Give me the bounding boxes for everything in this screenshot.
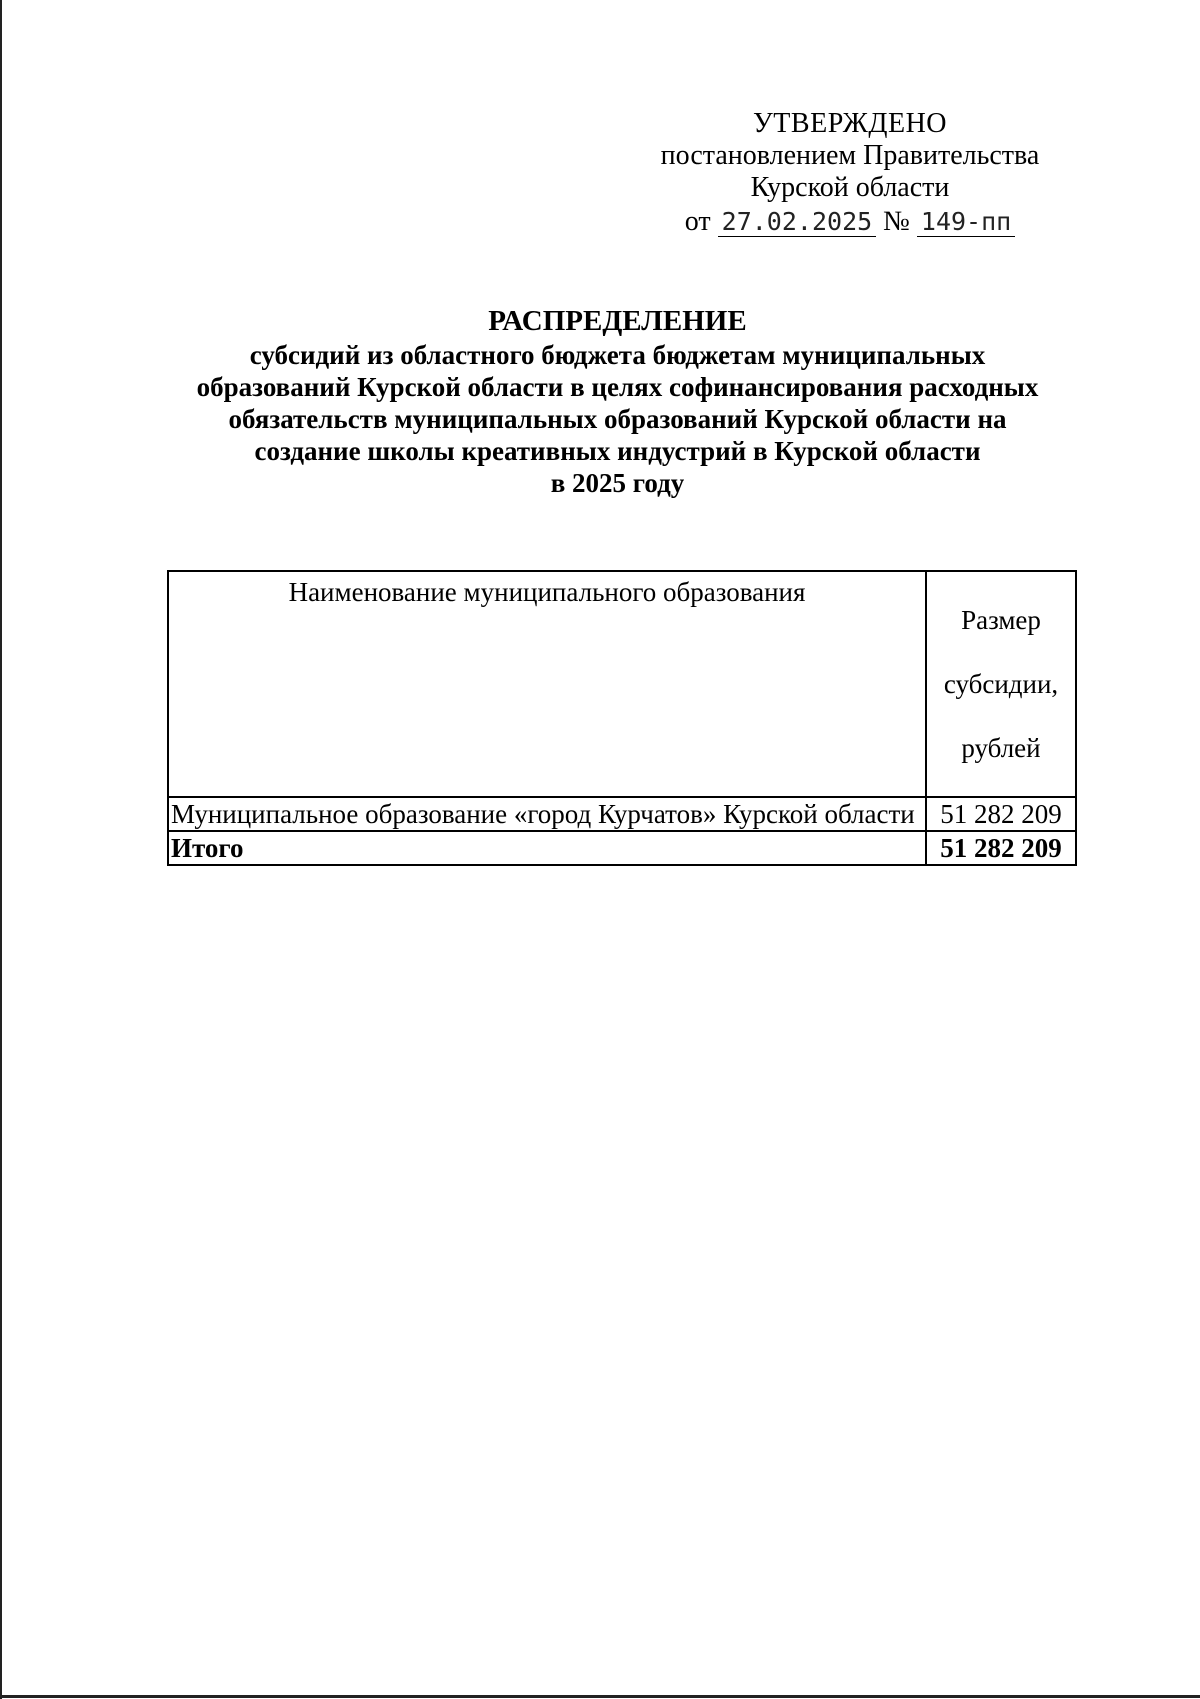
- scan-edge: [0, 0, 2, 1699]
- approval-line: Курской области: [750, 172, 950, 203]
- total-amount: 51 282 209: [926, 831, 1076, 865]
- table-row: [168, 797, 1076, 831]
- total-label: Итого: [168, 831, 926, 865]
- approval-title: УТВЕРЖДЕНО: [752, 108, 948, 139]
- scan-edge: [0, 1695, 1200, 1698]
- document-heading: [150, 305, 1085, 499]
- subtitle-line: обязательств муниципальных образований Курской области на: [228, 404, 1007, 434]
- total-row: [168, 831, 1076, 865]
- document-title: РАСПРЕДЕЛЕНИЕ: [488, 305, 747, 337]
- approval-stamp: [640, 108, 1060, 238]
- date-prefix: от: [684, 206, 711, 237]
- number-prefix: №: [883, 206, 910, 237]
- header-line: рублей: [961, 733, 1041, 763]
- municipality-name: Муниципальное образование «город Курчатов» Курской области: [168, 797, 926, 831]
- subsidy-amount: 51 282 209: [926, 797, 1076, 831]
- header-line: субсидии,: [943, 669, 1059, 699]
- subtitle-line: образований Курской области в целях софинансирования расходных: [196, 372, 1039, 402]
- approval-date: 27.02.2025: [718, 207, 877, 237]
- table-header-row: [168, 571, 1076, 797]
- approval-date-line: [640, 206, 1060, 238]
- column-header-amount: [926, 571, 1076, 797]
- subsidy-table: [167, 570, 1077, 866]
- document-subtitle: [150, 339, 1085, 499]
- subtitle-line: субсидий из областного бюджета бюджетам муниципальных: [249, 340, 986, 370]
- subtitle-line: создание школы креативных индустрий в Курской области: [254, 436, 981, 466]
- header-line: Размер: [961, 605, 1041, 635]
- column-header-name: Наименование муниципального образования: [168, 571, 926, 797]
- approval-number: 149-пп: [917, 207, 1015, 237]
- approval-line: постановлением Правительства: [660, 140, 1040, 171]
- subtitle-line: в 2025 году: [550, 468, 685, 498]
